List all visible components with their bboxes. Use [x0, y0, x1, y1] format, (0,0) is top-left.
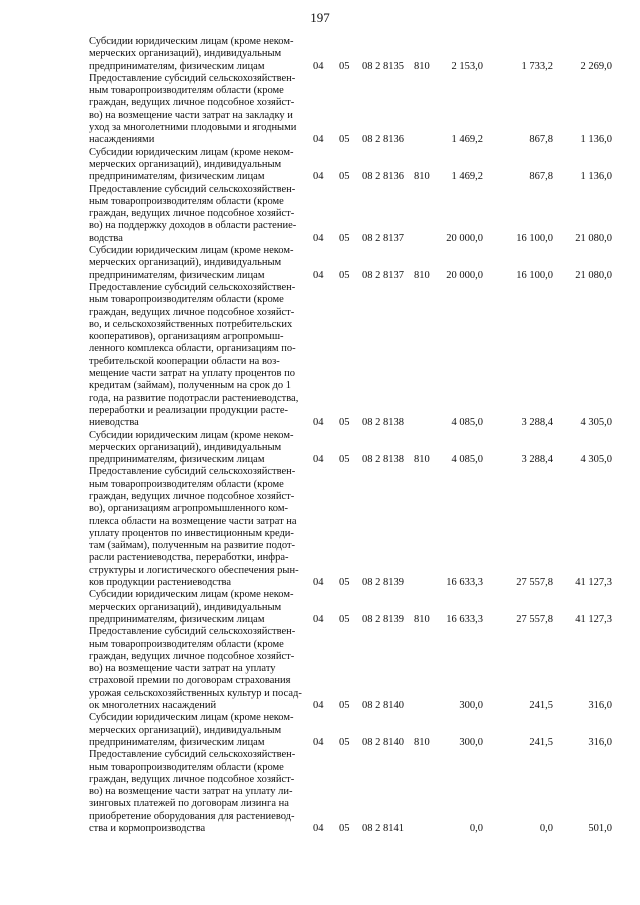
row-description: Предоставление субсидий сельскохозяйствен- ным товаропроизводителям области (кроме граждан, ведущих личное подсобное хозяйст- во), организациям агропромышленного ком- плекса области на возмещение части затрат на уплату процентов по инвестиционным креди- там (займам), полученным на развитие подот- расли растениеводства, переработки, инфра- структуры и логистического обеспечения рын- ков продукции растениеводства — [89, 466, 299, 589]
section-code: 04 — [313, 60, 324, 72]
subsection-code: 05 — [339, 417, 350, 429]
section-code: 04 — [313, 269, 324, 281]
amount-year-3: 316,0 — [588, 700, 612, 712]
amount-year-1: 16 633,3 — [446, 577, 483, 589]
amount-year-1: 20 000,0 — [446, 232, 483, 244]
row-description: Предоставление субсидий сельскохозяйствен- ным товаропроизводителям области (кроме граждан, ведущих личное подсобное хозяйст- во) на возмещение части затрат на уплату страховой премии по договорам страхования урожая сельскохозяйственных культур и посад- ок многолетних насаждений — [89, 626, 302, 712]
amount-year-1: 300,0 — [459, 736, 483, 748]
table-row — [0, 73, 640, 147]
row-description: Предоставление субсидий сельскохозяйствен- ным товаропроизводителям области (кроме граждан, ведущих личное подсобное хозяйст- во) на возмещение части затрат на закладку и уход за многолетними плодовыми и ягодными насаждениями — [89, 72, 297, 146]
target-article-code: 08 2 8139 — [362, 577, 404, 589]
section-code: 04 — [313, 454, 324, 466]
amount-year-2: 0,0 — [539, 823, 553, 834]
amount-year-3: 4 305,0 — [580, 417, 612, 429]
subsection-code: 05 — [339, 454, 350, 466]
table-row — [0, 626, 640, 712]
target-article-code: 08 2 8137 — [362, 232, 404, 244]
row-description: Предоставление субсидий сельскохозяйствен- ным товаропроизводителям области (кроме граждан, ведущих личное подсобное хозяйст- во) на поддержку доходов в области растение- водства — [89, 183, 297, 244]
target-article-code: 08 2 8138 — [362, 417, 404, 429]
row-description: Субсидии юридическим лицам (кроме неком- мерческих организаций), индивидуальным предпринимателям, физическим лицам — [89, 429, 294, 466]
section-code: 04 — [313, 823, 324, 834]
subsection-code: 05 — [339, 700, 350, 712]
target-article-code: 08 2 8136 — [362, 134, 404, 146]
target-article-code: 08 2 8141 — [362, 823, 404, 834]
subsection-code: 05 — [339, 134, 350, 146]
amount-year-1: 1 469,2 — [451, 134, 483, 146]
expense-type-code: 810 — [414, 269, 430, 281]
amount-year-2: 867,8 — [529, 171, 553, 183]
target-article-code: 08 2 8137 — [362, 269, 404, 281]
amount-year-2: 27 557,8 — [516, 613, 553, 625]
subsection-code: 05 — [339, 613, 350, 625]
section-code: 04 — [313, 232, 324, 244]
section-code: 04 — [313, 577, 324, 589]
subsection-code: 05 — [339, 577, 350, 589]
amount-year-3: 41 127,3 — [575, 577, 612, 589]
expense-type-code: 810 — [414, 613, 430, 625]
table-row — [0, 430, 640, 467]
amount-year-3: 21 080,0 — [575, 232, 612, 244]
amount-year-2: 27 557,8 — [516, 577, 553, 589]
subsection-code: 05 — [339, 171, 350, 183]
expense-type-code: 810 — [414, 171, 430, 183]
table-row — [0, 184, 640, 245]
table-row — [0, 589, 640, 626]
section-code: 04 — [313, 736, 324, 748]
amount-year-2: 1 733,2 — [521, 60, 553, 72]
row-description: Предоставление субсидий сельскохозяйствен- ным товаропроизводителям области (кроме граждан, ведущих личное подсобное хозяйст- во, и сельскохозяйственных потребительских кооперативов), организациям агропромыш- ленного комплекса области, организациям по- требительской кооперации области на воз- мещение части затрат на уплату процентов по кредитам (займам), полученным на срок до 1 года, на развитие подотрасли растениеводства, переработки и реализации продукции расте- ниеводства — [89, 281, 299, 429]
amount-year-3: 21 080,0 — [575, 269, 612, 281]
subsection-code: 05 — [339, 269, 350, 281]
amount-year-2: 16 100,0 — [516, 232, 553, 244]
expense-type-code: 810 — [414, 454, 430, 466]
amount-year-1: 4 085,0 — [451, 417, 483, 429]
row-description: Субсидии юридическим лицам (кроме неком- мерческих организаций), индивидуальным предпринимателям, физическим лицам — [89, 589, 294, 625]
amount-year-1: 2 153,0 — [451, 60, 483, 72]
row-description: Субсидии юридическим лицам (кроме неком- мерческих организаций), индивидуальным предпринимателям, физическим лицам — [89, 712, 294, 748]
amount-year-1: 0,0 — [469, 823, 483, 834]
amount-year-2: 241,5 — [529, 700, 553, 712]
amount-year-3: 1 136,0 — [580, 134, 612, 146]
table-row — [0, 245, 640, 282]
subsection-code: 05 — [339, 823, 350, 834]
expense-type-code: 810 — [414, 736, 430, 748]
table-row — [0, 466, 640, 589]
row-description: Субсидии юридическим лицам (кроме неком- мерческих организаций), индивидуальным предпринимателям, физическим лицам — [89, 245, 294, 281]
expense-type-code: 810 — [414, 60, 430, 72]
subsection-code: 05 — [339, 736, 350, 748]
amount-year-2: 3 288,4 — [521, 454, 553, 466]
target-article-code: 08 2 8140 — [362, 700, 404, 712]
amount-year-2: 16 100,0 — [516, 269, 553, 281]
target-article-code: 08 2 8138 — [362, 454, 404, 466]
amount-year-2: 867,8 — [529, 134, 553, 146]
table-row — [0, 749, 640, 835]
row-description: Субсидии юридическим лицам (кроме неком- мерческих организаций), индивидуальным предпринимателям, физическим лицам — [89, 36, 294, 72]
amount-year-3: 41 127,3 — [575, 613, 612, 625]
amount-year-2: 3 288,4 — [521, 417, 553, 429]
amount-year-3: 4 305,0 — [580, 454, 612, 466]
amount-year-3: 316,0 — [588, 736, 612, 748]
amount-year-1: 4 085,0 — [451, 454, 483, 466]
target-article-code: 08 2 8139 — [362, 613, 404, 625]
row-description: Предоставление субсидий сельскохозяйствен- ным товаропроизводителям области (кроме граждан, ведущих личное подсобное хозяйст- во) на возмещение части затрат на уплату ли- зинговых платежей по договорам лизинга на приобретение оборудования для растениевод- ства и кормопроизводства — [89, 749, 296, 834]
table-row — [0, 712, 640, 749]
section-code: 04 — [313, 417, 324, 429]
target-article-code: 08 2 8140 — [362, 736, 404, 748]
section-code: 04 — [313, 134, 324, 146]
section-code: 04 — [313, 171, 324, 183]
subsection-code: 05 — [339, 60, 350, 72]
target-article-code: 08 2 8136 — [362, 171, 404, 183]
subsection-code: 05 — [339, 232, 350, 244]
table-row — [0, 282, 640, 430]
amount-year-1: 20 000,0 — [446, 269, 483, 281]
table-row — [0, 36, 640, 73]
budget-table — [0, 36, 640, 835]
page-number: 197 — [310, 10, 330, 25]
amount-year-3: 1 136,0 — [580, 171, 612, 183]
amount-year-1: 16 633,3 — [446, 613, 483, 625]
section-code: 04 — [313, 700, 324, 712]
amount-year-1: 300,0 — [459, 700, 483, 712]
amount-year-3: 501,0 — [588, 823, 612, 834]
table-row — [0, 147, 640, 184]
amount-year-2: 241,5 — [529, 736, 553, 748]
section-code: 04 — [313, 613, 324, 625]
amount-year-3: 2 269,0 — [580, 60, 612, 72]
amount-year-1: 1 469,2 — [451, 171, 483, 183]
row-description: Субсидии юридическим лицам (кроме неком- мерческих организаций), индивидуальным предпринимателям, физическим лицам — [89, 146, 294, 183]
target-article-code: 08 2 8135 — [362, 60, 404, 72]
